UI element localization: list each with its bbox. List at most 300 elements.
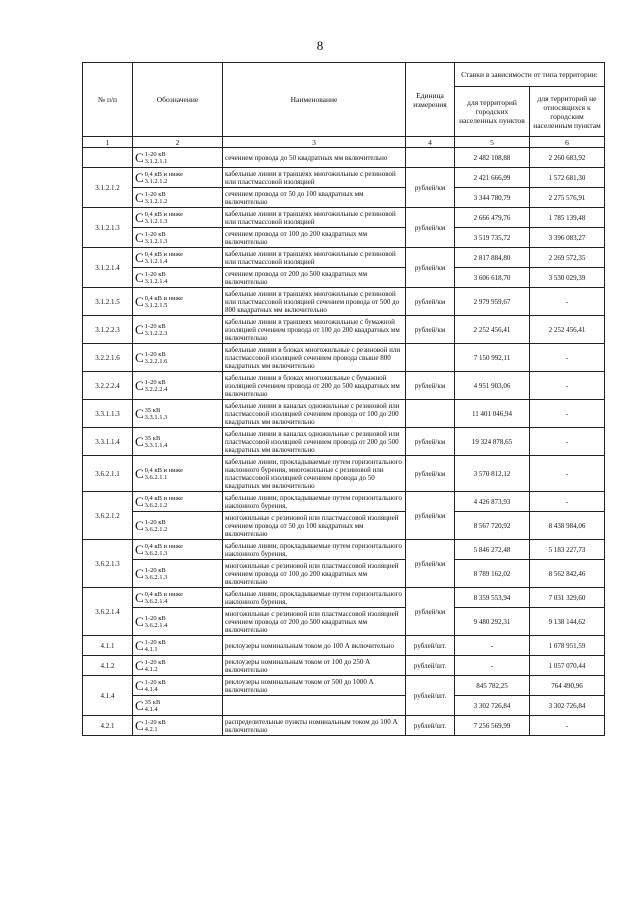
designation-code	[135, 719, 220, 733]
voltage-class: 0,4 кВ и ниже	[144, 494, 183, 502]
row-number: 3.6.2.1.1	[83, 456, 133, 492]
table-row	[83, 208, 605, 228]
designation-cell	[133, 428, 223, 456]
designation-index: 3.1.2.1.1	[144, 157, 168, 165]
rate-nonurban: 3 530 029,39	[530, 268, 605, 288]
voltage-class: 1-20 кВ	[144, 230, 166, 238]
row-number: 3.1.2.1.2	[83, 168, 133, 208]
rate-urban: 2 421 666,99	[455, 168, 530, 188]
column-index: 1	[83, 137, 133, 148]
designation-index: 4.1.1	[144, 645, 158, 653]
designation-subscripts	[145, 171, 183, 185]
designation-letter: C	[135, 170, 144, 185]
item-name	[223, 696, 406, 716]
designation-code	[135, 567, 220, 581]
item-name: реклоузеры номинальным током от 100 до 250 А включительно	[223, 656, 406, 676]
voltage-class: 1-20 кВ	[144, 566, 166, 574]
rate-urban: 2 252 456,41	[455, 316, 530, 344]
designation-letter: C	[135, 378, 144, 393]
designation-cell	[133, 400, 223, 428]
row-number: 3.1.2.1.4	[83, 248, 133, 288]
item-name: кабельные линии в траншеях многожильные с резиновой или пластмассовой изоляцией	[223, 168, 406, 188]
designation-subscripts	[145, 211, 183, 225]
designation-code	[135, 639, 220, 653]
rate-nonurban: 8 438 984,06	[530, 512, 605, 540]
table-row	[83, 228, 605, 248]
rate-urban: 3 606 618,70	[455, 268, 530, 288]
designation-index: 3.3.1.1.4	[144, 441, 168, 449]
rate-nonurban: 2 252 456,41	[530, 316, 605, 344]
rate-nonurban: 2 269 572,35	[530, 248, 605, 268]
row-number: 3.1.2.2.3	[83, 316, 133, 344]
designation-subscripts	[145, 495, 183, 509]
table-row	[83, 344, 605, 372]
designation-index: 4.1.4	[144, 705, 158, 713]
rate-nonurban: 764 490,96	[530, 676, 605, 696]
voltage-class: 1-20 кВ	[144, 190, 166, 198]
voltage-class: 35 кВ	[144, 698, 161, 706]
designation-cell	[133, 372, 223, 400]
designation-index: 3.6.2.1.4	[144, 597, 168, 605]
table-row	[83, 268, 605, 288]
designation-cell	[133, 288, 223, 316]
table-row	[83, 656, 605, 676]
designation-letter: C	[135, 322, 144, 337]
rate-urban: 9 480 292,31	[455, 608, 530, 636]
designation-subscripts	[145, 407, 168, 421]
item-name: кабельные линии, прокладываемые путем горизонтального наклонного бурения,	[223, 540, 406, 560]
unit-cell	[406, 344, 455, 372]
designation-index: 3.1.2.1.4	[144, 257, 168, 265]
designation-subscripts	[145, 591, 183, 605]
item-name: сечением провода до 50 квадратных мм включительно	[223, 148, 406, 168]
designation-letter: C	[135, 494, 144, 509]
rate-nonurban: 1 057 070,44	[530, 656, 605, 676]
designation-index: 3.6.2.1.2	[144, 501, 168, 509]
designation-subscripts	[145, 467, 183, 481]
item-name: сечением провода от 100 до 200 квадратных мм включительно	[223, 228, 406, 248]
designation-index: 3.6.2.1.2	[144, 525, 168, 533]
row-number: 3.3.1.1.3	[83, 400, 133, 428]
table-row	[83, 316, 605, 344]
designation-cell	[133, 676, 223, 696]
designation-letter: C	[135, 406, 144, 421]
designation-subscripts	[145, 271, 168, 285]
designation-code	[135, 407, 220, 421]
designation-cell	[133, 188, 223, 208]
column-index: 6	[530, 137, 605, 148]
designation-code	[135, 699, 220, 713]
designation-index: 3.1.2.1.2	[144, 177, 168, 185]
designation-subscripts	[145, 351, 168, 365]
item-name: кабельные линии в траншеях многожильные с резиновой или пластмассовой изоляцией	[223, 208, 406, 228]
unit-cell: рублей/шт.	[406, 716, 455, 736]
rate-nonurban: 1 572 681,30	[530, 168, 605, 188]
item-name: реклоузеры номинальным током до 100 А включительно	[223, 636, 406, 656]
designation-code	[135, 323, 220, 337]
voltage-class: 1-20 кВ	[144, 638, 166, 646]
rate-nonurban: -	[530, 372, 605, 400]
table-row	[83, 148, 605, 168]
header-nonurban: для территорий не относящихся к городским населенным пунктам	[530, 87, 605, 137]
designation-subscripts	[145, 323, 168, 337]
rate-urban: 8 567 720,92	[455, 512, 530, 540]
designation-index: 3.1.2.1.5	[144, 301, 168, 309]
voltage-class: 1-20 кВ	[144, 718, 166, 726]
column-index: 3	[223, 137, 406, 148]
designation-cell	[133, 228, 223, 248]
voltage-class: 1-20 кВ	[144, 270, 166, 278]
voltage-class: 1-20 кВ	[144, 150, 166, 158]
unit-cell: рублей/км	[406, 372, 455, 400]
designation-code	[135, 191, 220, 205]
designation-code	[135, 231, 220, 245]
item-name: кабельные линии в траншеях многожильные с бумажной изоляцией сечением провода от 100 до 200 квадратных мм включительно	[223, 316, 406, 344]
item-name: сечением провода от 200 до 500 квадратных мм включительно	[223, 268, 406, 288]
designation-code	[135, 543, 220, 557]
designation-cell	[133, 456, 223, 492]
designation-letter: C	[135, 698, 144, 713]
designation-cell	[133, 656, 223, 676]
table-row	[83, 676, 605, 696]
designation-code	[135, 211, 220, 225]
row-number: 3.2.2.1.6	[83, 344, 133, 372]
rate-nonurban: -	[530, 492, 605, 512]
designation-subscripts	[145, 151, 168, 165]
table-row	[83, 588, 605, 608]
designation-cell	[133, 248, 223, 268]
unit-cell: рублей/шт.	[406, 636, 455, 656]
rate-urban: 8 359 553,94	[455, 588, 530, 608]
unit-cell: рублей/км	[406, 168, 455, 208]
item-name: кабельные линии в каналах одножильные с резиновой или пластмассовой изоляцией сечением провода от 100 до 200 квадратных мм включительно	[223, 400, 406, 428]
designation-code	[135, 251, 220, 265]
rate-nonurban: 2 260 683,92	[530, 148, 605, 168]
row-number: 3.6.2.1.4	[83, 588, 133, 636]
designation-cell	[133, 316, 223, 344]
rate-urban: 2 817 884,80	[455, 248, 530, 268]
column-index: 5	[455, 137, 530, 148]
designation-index: 3.1.2.1.2	[144, 197, 168, 205]
designation-index: 3.1.2.1.4	[144, 277, 168, 285]
designation-index: 3.1.2.1.3	[144, 217, 168, 225]
item-name: кабельные линии, прокладываемые путем горизонтального наклонного бурения,	[223, 588, 406, 608]
designation-cell	[133, 344, 223, 372]
designation-index: 3.6.2.1.1	[144, 473, 168, 481]
designation-letter: C	[135, 250, 144, 265]
designation-subscripts	[145, 639, 166, 653]
rate-nonurban: -	[530, 428, 605, 456]
designation-letter: C	[135, 150, 144, 165]
designation-subscripts	[145, 231, 168, 245]
rate-urban: 11 401 046,94	[455, 400, 530, 428]
voltage-class: 0,4 кВ и ниже	[144, 250, 183, 258]
table-row	[83, 188, 605, 208]
designation-letter: C	[135, 566, 144, 581]
designation-subscripts	[145, 615, 168, 629]
rate-nonurban: -	[530, 288, 605, 316]
designation-letter: C	[135, 718, 144, 733]
rates-table	[82, 62, 605, 736]
rate-nonurban: 3 396 083,27	[530, 228, 605, 248]
rate-urban: 7 256 569,99	[455, 716, 530, 736]
item-name: кабельные линии в траншеях многожильные с резиновой или пластмассовой изоляцией сечением провода от 500 до 800 квадратных мм включительно	[223, 288, 406, 316]
unit-cell: рублей/км	[406, 248, 455, 288]
voltage-class: 0,4 кВ и ниже	[144, 170, 183, 178]
table-row	[83, 512, 605, 540]
designation-cell	[133, 696, 223, 716]
designation-letter: C	[135, 294, 144, 309]
designation-code	[135, 467, 220, 481]
voltage-class: 1-20 кВ	[144, 350, 166, 358]
designation-letter: C	[135, 542, 144, 557]
row-number: 4.1.2	[83, 656, 133, 676]
rate-nonurban: -	[530, 456, 605, 492]
voltage-class: 0,4 кВ и ниже	[144, 210, 183, 218]
designation-subscripts	[145, 519, 168, 533]
rate-nonurban: 3 302 726,84	[530, 696, 605, 716]
rate-urban: 845 782,25	[455, 676, 530, 696]
unit-cell: рублей/шт.	[406, 656, 455, 676]
designation-letter: C	[135, 638, 144, 653]
designation-cell	[133, 268, 223, 288]
unit-cell: рублей/км	[406, 456, 455, 492]
table-row	[83, 716, 605, 736]
designation-subscripts	[145, 699, 161, 713]
designation-code	[135, 615, 220, 629]
designation-index: 3.6.2.1.3	[144, 549, 168, 557]
rate-urban: 5 846 272,48	[455, 540, 530, 560]
rate-urban: 3 519 735,72	[455, 228, 530, 248]
row-number: 3.1.2.1.5	[83, 288, 133, 316]
rate-nonurban: 1 785 139,48	[530, 208, 605, 228]
item-name: кабельные линии, прокладываемые путем горизонтального наклонного бурения, многожильные с резиновой или пластмассовой изоляцией сечением провода до 50 квадратных мм включительно	[223, 456, 406, 492]
rate-urban: 19 324 878,65	[455, 428, 530, 456]
rate-urban: 2 979 959,67	[455, 288, 530, 316]
table-row	[83, 400, 605, 428]
designation-cell	[133, 148, 223, 168]
item-name: сечением провода от 50 до 100 квадратных мм включительно	[223, 188, 406, 208]
designation-letter: C	[135, 350, 144, 365]
designation-subscripts	[145, 567, 168, 581]
designation-index: 4.2.1	[144, 725, 158, 733]
unit-cell: рублей/км	[406, 208, 455, 248]
voltage-class: 1-20 кВ	[144, 658, 166, 666]
header-name: Наименование	[223, 63, 406, 137]
designation-letter: C	[135, 678, 144, 693]
designation-index: 3.1.2.2.3	[144, 329, 168, 337]
item-name: распределительные пункты номинальным током до 100 А включительно	[223, 716, 406, 736]
designation-code	[135, 295, 220, 309]
designation-code	[135, 519, 220, 533]
designation-letter: C	[135, 230, 144, 245]
designation-code	[135, 171, 220, 185]
table-row	[83, 372, 605, 400]
unit-cell: рублей/км	[406, 316, 455, 344]
designation-index: 3.3.1.1.3	[144, 413, 168, 421]
designation-cell	[133, 540, 223, 560]
unit-cell: рублей/км	[406, 492, 455, 540]
designation-cell	[133, 716, 223, 736]
designation-letter: C	[135, 210, 144, 225]
designation-letter: C	[135, 434, 144, 449]
designation-index: 3.1.2.1.3	[144, 237, 168, 245]
table-row	[83, 608, 605, 636]
designation-subscripts	[145, 719, 166, 733]
designation-code	[135, 271, 220, 285]
item-name: кабельные линии в траншеях многожильные с резиновой или пластмассовой изоляцией	[223, 248, 406, 268]
row-number: 3.6.2.1.3	[83, 540, 133, 588]
rate-nonurban: 7 031 329,60	[530, 588, 605, 608]
rate-nonurban: 2 275 576,91	[530, 188, 605, 208]
designation-letter: C	[135, 590, 144, 605]
designation-cell	[133, 492, 223, 512]
table-row	[83, 168, 605, 188]
header-unit: Единица измерения	[406, 63, 455, 137]
unit-cell: рублей/шт.	[406, 676, 455, 716]
header-rates-group: Ставки в зависимости от типа территории:	[455, 63, 605, 87]
designation-code	[135, 495, 220, 509]
designation-subscripts	[145, 435, 168, 449]
rate-nonurban: -	[530, 716, 605, 736]
designation-letter: C	[135, 658, 144, 673]
designation-code	[135, 659, 220, 673]
designation-index: 3.6.2.1.3	[144, 573, 168, 581]
designation-cell	[133, 560, 223, 588]
designation-subscripts	[145, 659, 166, 673]
unit-cell	[406, 148, 455, 168]
designation-letter: C	[135, 190, 144, 205]
header-num: № п/п	[83, 63, 133, 137]
table-row	[83, 456, 605, 492]
voltage-class: 1-20 кВ	[144, 322, 166, 330]
item-name: многожильные с резиновой или пластмассовой изоляцией сечением провода от 200 до 500 квадратных мм включительно	[223, 608, 406, 636]
designation-code	[135, 351, 220, 365]
item-name: кабельные линии в блоках многожильные с резиновой или пластмассовой изоляцией сечением провода свыше 800 квадратных мм включительно	[223, 344, 406, 372]
header-designation: Обозначение	[133, 63, 223, 137]
unit-cell: рублей/км	[406, 428, 455, 456]
item-name: кабельные линии, прокладываемые путем горизонтального наклонного бурения,	[223, 492, 406, 512]
page-number: 8	[316, 38, 324, 53]
designation-code	[135, 591, 220, 605]
rate-urban: 3 302 726,84	[455, 696, 530, 716]
designation-subscripts	[145, 679, 166, 693]
item-name: многожильные с резиновой или пластмассовой изоляцией сечением провода от 100 до 200 квадратных мм включительно	[223, 560, 406, 588]
table-row	[83, 288, 605, 316]
rate-urban: 3 570 812,12	[455, 456, 530, 492]
table-row	[83, 428, 605, 456]
rate-nonurban: 5 183 227,73	[530, 540, 605, 560]
designation-code	[135, 435, 220, 449]
rate-urban: 4 426 873,93	[455, 492, 530, 512]
designation-index: 3.2.2.2.4	[144, 385, 168, 393]
row-number: 3.1.2.1.3	[83, 208, 133, 248]
voltage-class: 35 кВ	[144, 434, 161, 442]
voltage-class: 1-20 кВ	[144, 378, 166, 386]
row-number	[83, 148, 133, 168]
voltage-class: 1-20 кВ	[144, 518, 166, 526]
designation-cell	[133, 608, 223, 636]
rate-urban: 4 951 903,06	[455, 372, 530, 400]
designation-subscripts	[145, 379, 168, 393]
rate-urban: -	[455, 656, 530, 676]
designation-letter: C	[135, 518, 144, 533]
voltage-class: 0,4 кВ и ниже	[144, 542, 183, 550]
row-number: 4.1.1	[83, 636, 133, 656]
row-number: 4.1.4	[83, 676, 133, 716]
rate-nonurban: -	[530, 344, 605, 372]
rate-urban: 2 482 108,88	[455, 148, 530, 168]
designation-cell	[133, 636, 223, 656]
item-name: кабельные линии в каналах одножильные с резиновой или пластмассовой изоляцией сечением провода от 200 до 500 квадратных мм включительно	[223, 428, 406, 456]
table-row	[83, 492, 605, 512]
unit-cell	[406, 400, 455, 428]
designation-index: 3.6.2.1.4	[144, 621, 168, 629]
voltage-class: 1-20 кВ	[144, 678, 166, 686]
row-number: 3.2.2.2.4	[83, 372, 133, 400]
designation-subscripts	[145, 191, 168, 205]
voltage-class: 0,4 кВ и ниже	[144, 590, 183, 598]
designation-subscripts	[145, 251, 183, 265]
unit-cell: рублей/км	[406, 540, 455, 588]
table-row	[83, 248, 605, 268]
designation-cell	[133, 168, 223, 188]
designation-letter: C	[135, 614, 144, 629]
designation-cell	[133, 512, 223, 540]
designation-code	[135, 379, 220, 393]
voltage-class: 1-20 кВ	[144, 614, 166, 622]
column-index-row	[83, 137, 605, 148]
rate-urban: 7 150 992,11	[455, 344, 530, 372]
unit-cell: рублей/км	[406, 288, 455, 316]
designation-code	[135, 679, 220, 693]
table-row	[83, 696, 605, 716]
table-row	[83, 636, 605, 656]
designation-index: 4.1.4	[144, 685, 158, 693]
designation-index: 3.2.2.1.6	[144, 357, 168, 365]
designation-subscripts	[145, 295, 183, 309]
header-urban: для территорий городских населенных пунктов	[455, 87, 530, 137]
item-name: многожильные с резиновой или пластмассовой изоляцией сечением провода от 50 до 100 квадратных мм включительно	[223, 512, 406, 540]
column-index: 4	[406, 137, 455, 148]
designation-letter: C	[135, 270, 144, 285]
voltage-class: 35 кВ	[144, 406, 161, 414]
row-number: 3.6.2.1.2	[83, 492, 133, 540]
table-row	[83, 560, 605, 588]
rate-nonurban: 9 138 144,62	[530, 608, 605, 636]
voltage-class: 0,4 кВ и ниже	[144, 294, 183, 302]
rate-nonurban: 8 562 842,46	[530, 560, 605, 588]
table-row	[83, 540, 605, 560]
rate-urban: 3 344 780,79	[455, 188, 530, 208]
rate-urban: -	[455, 636, 530, 656]
designation-index: 4.1.2	[144, 665, 158, 673]
designation-code	[135, 151, 220, 165]
designation-subscripts	[145, 543, 183, 557]
row-number: 4.2.1	[83, 716, 133, 736]
designation-letter: C	[135, 466, 144, 481]
rate-urban: 8 789 162,02	[455, 560, 530, 588]
column-index: 2	[133, 137, 223, 148]
item-name: кабельные линии в блоках многожильные с бумажной изоляцией сечением провода от 200 до 500 квадратных мм включительно	[223, 372, 406, 400]
item-name: реклоузеры номинальным током от 500 до 1000 А включительно	[223, 676, 406, 696]
voltage-class: 0,4 кВ и ниже	[144, 466, 183, 474]
rate-nonurban: -	[530, 400, 605, 428]
rate-nonurban: 1 078 951,59	[530, 636, 605, 656]
designation-cell	[133, 208, 223, 228]
rate-urban: 2 666 479,76	[455, 208, 530, 228]
row-number: 3.3.1.1.4	[83, 428, 133, 456]
